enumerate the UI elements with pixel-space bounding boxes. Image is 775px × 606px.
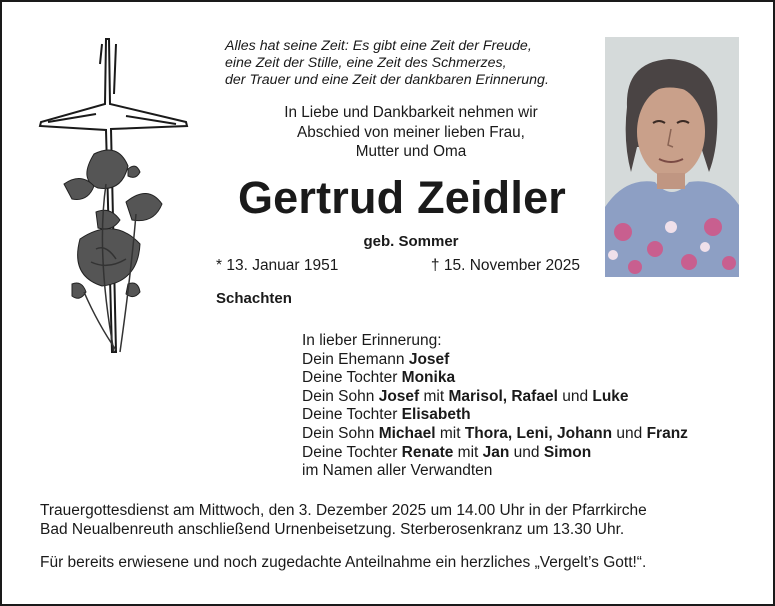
maiden-name: geb. Sommer bbox=[363, 233, 459, 250]
bible-quote bbox=[225, 38, 595, 89]
relation: Dein Ehemann bbox=[302, 350, 409, 368]
mourners-heading: In lieber Erinnerung: bbox=[302, 332, 442, 349]
connector: mit bbox=[453, 443, 483, 461]
mourner-name: Josef bbox=[408, 350, 450, 368]
service-line: Trauergottesdienst am Mittwoch, den 3. Dezember 2025 um 14.00 Uhr in der Pfarrkirche bbox=[40, 502, 647, 519]
relation: Dein Sohn bbox=[302, 424, 379, 442]
mourner-line bbox=[302, 351, 762, 370]
mourner-name: Thora, Leni, Johann bbox=[464, 424, 613, 442]
relation: Deine Tochter bbox=[302, 369, 402, 387]
relation: Deine Tochter bbox=[302, 443, 402, 461]
relation: Deine Tochter bbox=[302, 406, 402, 424]
mourner-line bbox=[302, 425, 762, 444]
mourner-line bbox=[302, 444, 762, 463]
connector: und bbox=[509, 443, 544, 461]
intro-text bbox=[225, 103, 597, 162]
mourner-name: Luke bbox=[592, 387, 629, 405]
mourner-line bbox=[302, 388, 762, 407]
mourners-closing: im Namen aller Verwandten bbox=[302, 462, 493, 480]
service-line: Bad Neualbenreuth anschließend Urnenbeisetzung. Sterberosenkranz um 13.30 Uhr. bbox=[40, 521, 625, 538]
portrait-photo bbox=[605, 37, 739, 277]
mourner-name: Josef bbox=[378, 387, 420, 405]
life-dates bbox=[216, 256, 580, 276]
connector: mit bbox=[419, 387, 449, 405]
quote-line: der Trauer und eine Zeit der dankbaren Erinnerung. bbox=[225, 72, 549, 88]
quote-line: eine Zeit der Stille, eine Zeit des Schmerzes, bbox=[225, 55, 507, 71]
thanks-note: Für bereits erwiesene und noch zugedachte Anteilnahme ein herzliches „Vergelt’s Gott!“. bbox=[40, 554, 647, 571]
portrait-illustration bbox=[605, 37, 739, 277]
death-date: † 15. November 2025 bbox=[430, 257, 580, 274]
intro-line: Mutter und Oma bbox=[355, 143, 467, 160]
connector: mit bbox=[435, 424, 465, 442]
funeral-service-info bbox=[40, 501, 740, 539]
relation: Dein Sohn bbox=[302, 387, 379, 405]
hometown: Schachten bbox=[216, 290, 292, 307]
intro-line: In Liebe und Dankbarkeit nehmen wir bbox=[284, 104, 538, 121]
mourner-name: Franz bbox=[646, 424, 688, 442]
mourner-name: Jan bbox=[482, 443, 510, 461]
mourner-name: Elisabeth bbox=[401, 406, 471, 424]
mourner-name: Renate bbox=[401, 443, 454, 461]
mourner-line bbox=[302, 406, 762, 425]
connector: und bbox=[612, 424, 647, 442]
connector: und bbox=[557, 387, 593, 405]
mourner-line bbox=[302, 369, 762, 388]
quote-line: Alles hat seine Zeit: Es gibt eine Zeit der Freude, bbox=[225, 38, 532, 54]
deceased-name: Gertrud Zeidler bbox=[237, 172, 567, 223]
intro-line: Abschied von meiner lieben Frau, bbox=[297, 123, 525, 141]
mourner-name: Marisol, Rafael bbox=[448, 387, 558, 405]
birth-date: * 13. Januar 1951 bbox=[216, 257, 339, 274]
mourners-list bbox=[302, 332, 762, 481]
mourner-name: Simon bbox=[543, 443, 592, 461]
mourner-name: Monika bbox=[401, 369, 456, 387]
mourner-name: Michael bbox=[378, 424, 436, 442]
cross-with-roses-icon bbox=[36, 34, 196, 364]
